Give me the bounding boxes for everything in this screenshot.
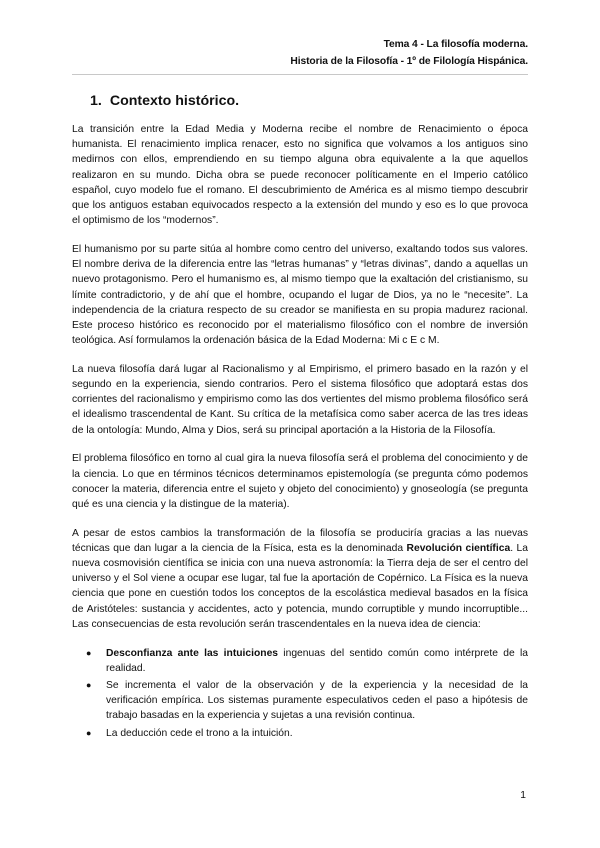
header-course: Historia de la Filosofía - 1º de Filología Hispánica.: [290, 56, 528, 67]
page-number: 1: [520, 790, 526, 801]
bullet-list: [72, 646, 528, 741]
paragraph: La nueva filosofía dará lugar al Racionalismo y al Empirismo, el primero basado en la razón y el segundo en la experiencia, siendo contrarios. Pero el sistema filosófico que adoptará estas dos corrientes del racionalismo y empirismo como las dos vertientes del mismo problema filosófico será el idealismo trascendental de Kant. Su crítica de la metafísica como saber acerca de las tres ideas de la ontología: Mundo, Alma y Dios, será su principal aportación a la Historia de la Filosofía.: [72, 363, 528, 436]
paragraph: El problema filosófico en torno al cual gira la nueva filosofía será el problema del conocimiento y de la ciencia. Lo que en términos técnicos determinamos epistemología (se pregunta cómo podemos conocer la materia, diferencia entre el sujeto y objeto del conocimiento) y gnoseología (se pregunta qué es una ciencia y la distingue de la materia).: [72, 453, 528, 510]
bullet-icon: ●: [86, 680, 92, 690]
paragraph-text: A pesar de estos cambios la transformación de la filosofía se produciría gracias a las nuevas técnicas que dan lugar a la ciencia de la Física, esta es la denominada: [72, 527, 528, 554]
bold-term: Desconfianza ante las intuiciones: [106, 647, 279, 659]
bullet-icon: ●: [86, 727, 92, 738]
header-topic: Tema 4 - La filosofía moderna.: [383, 39, 528, 50]
list-item: [86, 678, 528, 724]
page-header: [290, 36, 528, 70]
document-body: [72, 122, 528, 743]
section-title: Contexto histórico.: [109, 93, 240, 109]
bold-term: Revolución científica: [406, 542, 511, 554]
bullet-icon: ●: [86, 647, 92, 658]
paragraph: El humanismo por su parte sitúa al hombre como centro del universo, exaltando todos sus valores. El nombre deriva de la diferencia entre las “letras humanas” y “letras divinas”, dando a aquellas un nuevo protagonismo. Pero el humanismo es, al mismo tiempo que la exaltación del cristianismo, su límite contradictorio, y de ahí que el hombre, ocupando el lugar de Dios, ya no le “necesite”. La independencia de la criatura respecto de su creador se manifiesta en su propia madurez racional. Este proceso histórico es reconocido por el materialismo filosófico con el nombre de inversión teológica. Así formulamos la ordenación básica de la Edad Moderna: Mi c E c M.: [72, 243, 528, 347]
list-item: [86, 726, 528, 741]
list-item-text: ingenuas del sentido común como intérprete de la realidad.: [106, 647, 528, 674]
section-heading: [90, 93, 239, 109]
list-item-text: Se incrementa el valor de la observación y de la experiencia y la necesidad de la verificación empírica. Los sistemas puramente especulativos ceden el paso a hipótesis de trabajo basadas en la experiencia y sujetas a una revisión continua.: [106, 680, 528, 722]
header-divider: [72, 74, 528, 75]
paragraph: La transición entre la Edad Media y Moderna recibe el nombre de Renacimiento o época humanista. El renacimiento implica renacer, esto no significa que volvamos a los antiguos sino medirnos con ellos, emprendiendo en su tiempo alguna obra equivalente a la que aquellos realizaron en su mundo. Dicha obra se puede reconocer políticamente en el Imperio católico español, cuyo modelo fue el romano. El descubrimiento de América es al mismo tiempo descubrir que los antiguos estaban equivocados respecto a la extensión del mundo y eso es lo que provoca el optimismo de los “modernos”.: [72, 124, 528, 227]
paragraph-text: . La nueva cosmovisión científica se inicia con una nueva astronomía: la Tierra deja de ser el centro del universo y el Sol viene a ocupar ese lugar, tal fue la aportación de Copérnico. La Física es la nueva ciencia que pone en cuestión todos los conceptos de la escolástica medieval basados en la física de Aristóteles: sustancia y accidentes, acto y potencia, mundo corruptible y mundo incorruptible... Las consecuencias de esta revolución serán trascendentales en la nueva idea de ciencia:: [72, 542, 528, 630]
list-item-text: La deducción cede el trono a la intuición.: [106, 727, 293, 739]
paragraph: [72, 526, 528, 632]
section-number: 1.: [90, 93, 102, 109]
list-item: [86, 646, 528, 676]
